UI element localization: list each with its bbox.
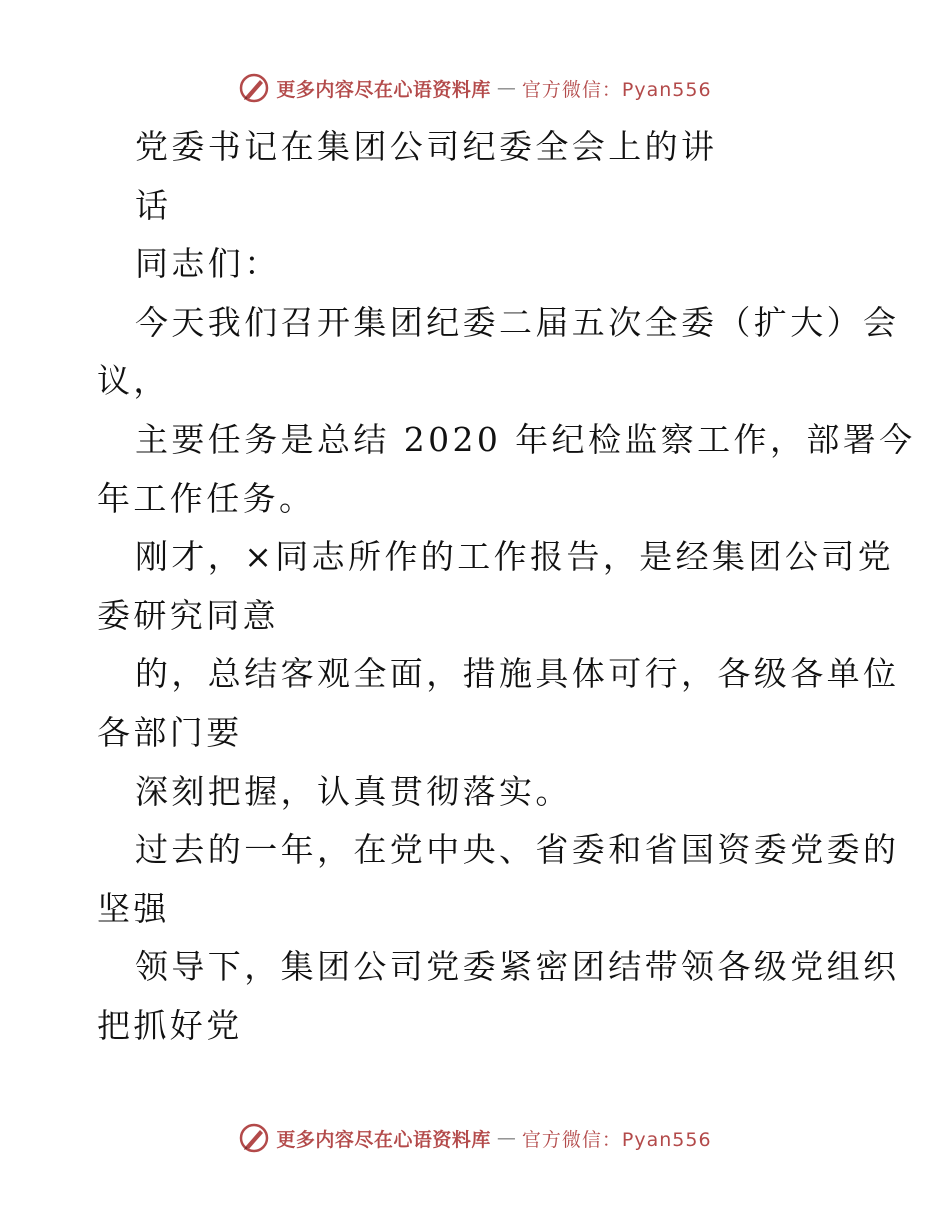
- doc-line: 党委书记在集团公司纪委全会上的讲: [135, 127, 718, 166]
- doc-line: 刚才，×同志所作的工作报告，是经集团公司党: [135, 537, 895, 577]
- banner-wechat-text: 官方微信：Pyan556: [521, 78, 712, 101]
- doc-line: 深刻把握，认真贯彻落实。: [135, 771, 572, 811]
- doc-line: 各部门要: [97, 712, 243, 752]
- doc-line: 年工作任务。: [97, 478, 316, 518]
- doc-line: 议，: [97, 361, 170, 401]
- banner-separator: —: [496, 1127, 516, 1149]
- banner-separator: —: [496, 77, 516, 99]
- banner-site-text: 更多内容尽在心语资料库: [276, 1128, 491, 1151]
- doc-line: 同志们：: [135, 244, 281, 284]
- doc-line: 委研究同意: [97, 595, 279, 635]
- banner-wechat-text: 官方微信：Pyan556: [521, 1128, 712, 1151]
- doc-line: 主要任务是总结 2020 年纪检监察工作，部署今: [135, 419, 916, 459]
- doc-line: 把抓好党: [97, 1005, 243, 1045]
- banner-site-text: 更多内容尽在心语资料库: [276, 78, 491, 101]
- doc-line: 领导下，集团公司党委紧密团结带领各级党组织: [135, 947, 900, 987]
- pen-logo-icon: [238, 1122, 270, 1154]
- doc-line: 今天我们召开集团纪委二届五次全委（扩大）会: [135, 302, 900, 342]
- doc-line: 话: [135, 185, 172, 225]
- doc-line: 的，总结客观全面，措施具体可行，各级各单位: [135, 654, 900, 694]
- pen-logo-icon: [238, 72, 270, 104]
- header-watermark-banner: [0, 72, 950, 104]
- doc-line: 坚强: [97, 888, 170, 928]
- footer-watermark-banner: [0, 1122, 950, 1154]
- doc-line: 过去的一年，在党中央、省委和省国资委党委的: [135, 830, 900, 870]
- document-body: [97, 118, 916, 1056]
